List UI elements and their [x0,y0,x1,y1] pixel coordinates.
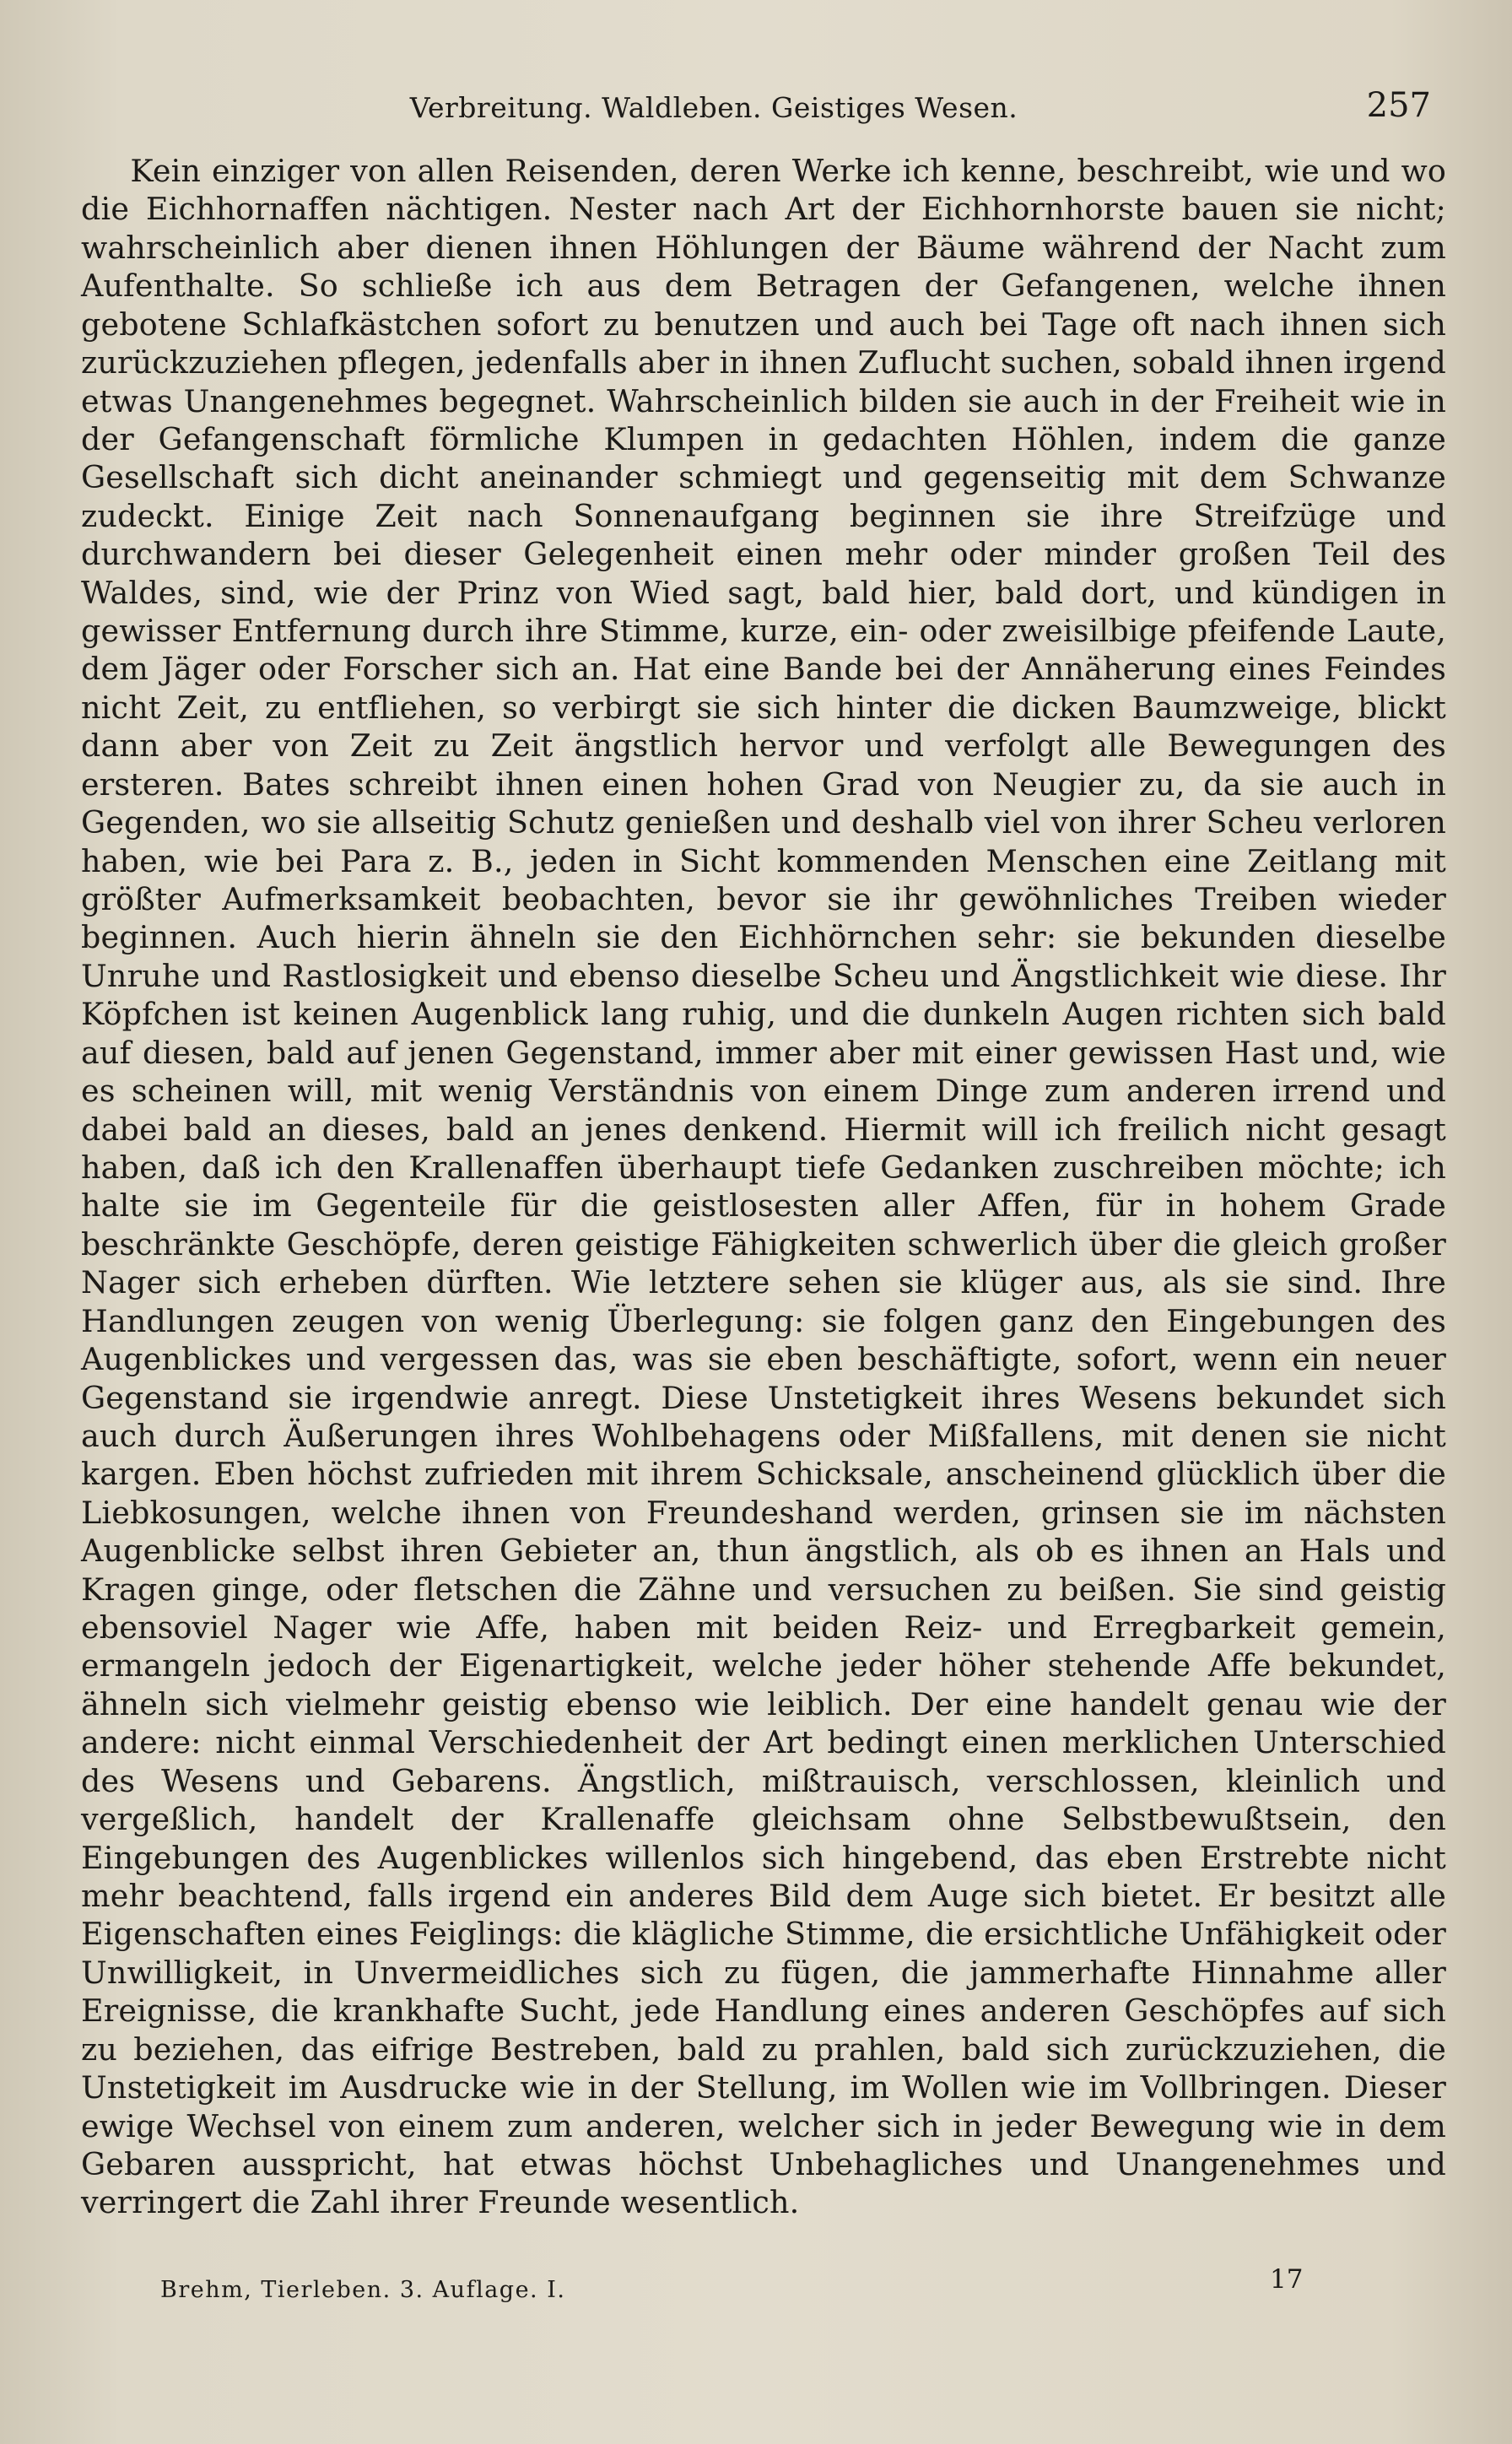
footer-book-reference: Brehm, Tierleben. 3. Auflage. I. [160,2277,566,2303]
page-number: 257 [1366,86,1431,125]
signature-mark: 17 [1270,2264,1304,2295]
body-paragraph: Kein einziger von allen Reisenden, deren Werke ich kenne, beschreibt, wie und wo die Eichhornaffen nächtigen. Nester nach Art der Eichhornhorste bauen sie nicht; wahrscheinlich aber dienen ihnen Höhlungen der Bäume während der Nacht zum Aufenthalte. So schließe ich aus dem Betragen der Gefangenen, welche ihnen gebotene Schlafkästchen sofort zu benutzen und auch bei Tage oft nach ihnen sich zurückzuziehen pflegen, jedenfalls aber in ihnen Zuflucht suchen, sobald ihnen irgend etwas Unangenehmes begegnet. Wahrscheinlich bilden sie auch in der Freiheit wie in der Gefangenschaft förmliche Klumpen in gedachten Höhlen, indem die ganze Gesellschaft sich dicht aneinander schmiegt und gegenseitig mit dem Schwanze zudeckt. Einige Zeit nach Sonnenaufgang beginnen sie ihre Streifzüge und durchwandern bei dieser Gelegenheit einen mehr oder minder großen Teil des Waldes, sind, wie der Prinz von Wied sagt, bald hier, bald dort, und kündigen in gewisser Entfernung durch ihre Stimme, kurze, ein- oder zweisilbige pfeifende Laute, dem Jäger oder Forscher sich an. Hat eine Bande bei der Annäherung eines Feindes nicht Zeit, zu entfliehen, so verbirgt sie sich hinter die dicken Baumzweige, blickt dann aber von Zeit zu Zeit ängstlich hervor und verfolgt alle Bewegungen des ersteren. Bates schreibt ihnen einen hohen Grad von Neugier zu, da sie auch in Gegenden, wo sie allseitig Schutz genießen und deshalb viel von ihrer Scheu verloren haben, wie bei Para z. B., jeden in Sicht kommenden Menschen eine Zeitlang mit größter Aufmerksamkeit beobachten, bevor sie ihr gewöhnliches Treiben wieder beginnen. Auch hierin ähneln sie den Eichhörnchen sehr: sie bekunden dieselbe Unruhe und Rastlosigkeit und ebenso dieselbe Scheu und Ängstlichkeit wie diese. Ihr Köpfchen ist keinen Augenblick lang ruhig, und die dunkeln Augen richten sich bald auf diesen, bald auf jenen Gegenstand, immer aber mit einer gewissen Hast und, wie es scheinen will, mit wenig Verständnis von einem Dinge zum anderen irrend und dabei bald an dieses, bald an jenes denkend. Hiermit will ich freilich nicht gesagt haben, daß ich den Krallenaffen überhaupt tiefe Gedanken zuschreiben möchte; ich halte sie im Gegenteile für die geistlosesten aller Affen, für in hohem Grade beschränkte Geschöpfe, deren geistige Fähigkeiten schwerlich über die gleich großer Nager sich erheben dürften. Wie letztere sehen sie klüger aus, als sie sind. Ihre Handlungen zeugen von wenig Überlegung: sie folgen ganz den Eingebungen des Augenblickes und vergessen das, was sie eben beschäftigte, sofort, wenn ein neuer Gegenstand sie irgendwie anregt. Diese Unstetigkeit ihres Wesens bekundet sich auch durch Äußerungen ihres Wohlbehagens oder Mißfallens, mit denen sie nicht kargen. Eben höchst zufrieden mit ihrem Schicksale, anscheinend glücklich über die Liebkosungen, welche ihnen von Freundeshand werden, grinsen sie im nächsten Augenblicke selbst ihren Gebieter an, thun ängstlich, als ob es ihnen an Hals und Kragen ginge, oder fletschen die Zähne und versuchen zu beißen. Sie sind geistig ebensoviel Nager wie Affe, haben mit beiden Reiz- und Erregbarkeit gemein, ermangeln jedoch der Eigenartigkeit, welche jeder höher stehende Affe bekundet, ähneln sich vielmehr geistig ebenso wie leiblich. Der eine handelt genau wie der andere: nicht einmal Verschiedenheit der Art bedingt einen merklichen Unterschied des Wesens und Gebarens. Ängstlich, mißtrauisch, verschlossen, kleinlich und vergeßlich, handelt der Krallenaffe gleichsam ohne Selbstbewußtsein, den Eingebungen des Augenblickes willenlos sich hingebend, das eben Erstrebte nicht mehr beachtend, falls irgend ein anderes Bild dem Auge sich bietet. Er besitzt alle Eigenschaften eines Feiglings: die klägliche Stimme, die ersichtliche Unfähigkeit oder Unwilligkeit, in Unvermeidliches sich zu fügen, die jammerhafte Hinnahme aller Ereignisse, die krankhafte Sucht, jede Handlung eines anderen Geschöpfes auf sich zu beziehen, das eifrige Bestreben, bald zu prahlen, bald sich zurückzuziehen, die Unstetigkeit im Ausdrucke wie in der Stellung, im Wollen wie im Vollbringen. Dieser ewige Wechsel von einem zum anderen, welcher sich in jeder Bewegung wie in dem Gebaren ausspricht, hat etwas höchst Unbehagliches und Unangenehmes und verringert die Zahl ihrer Freunde wesentlich. [81,153,1446,2221]
running-title: Verbreitung. Waldleben. Geistiges Wesen. [409,91,1018,124]
running-head [81,84,1431,135]
